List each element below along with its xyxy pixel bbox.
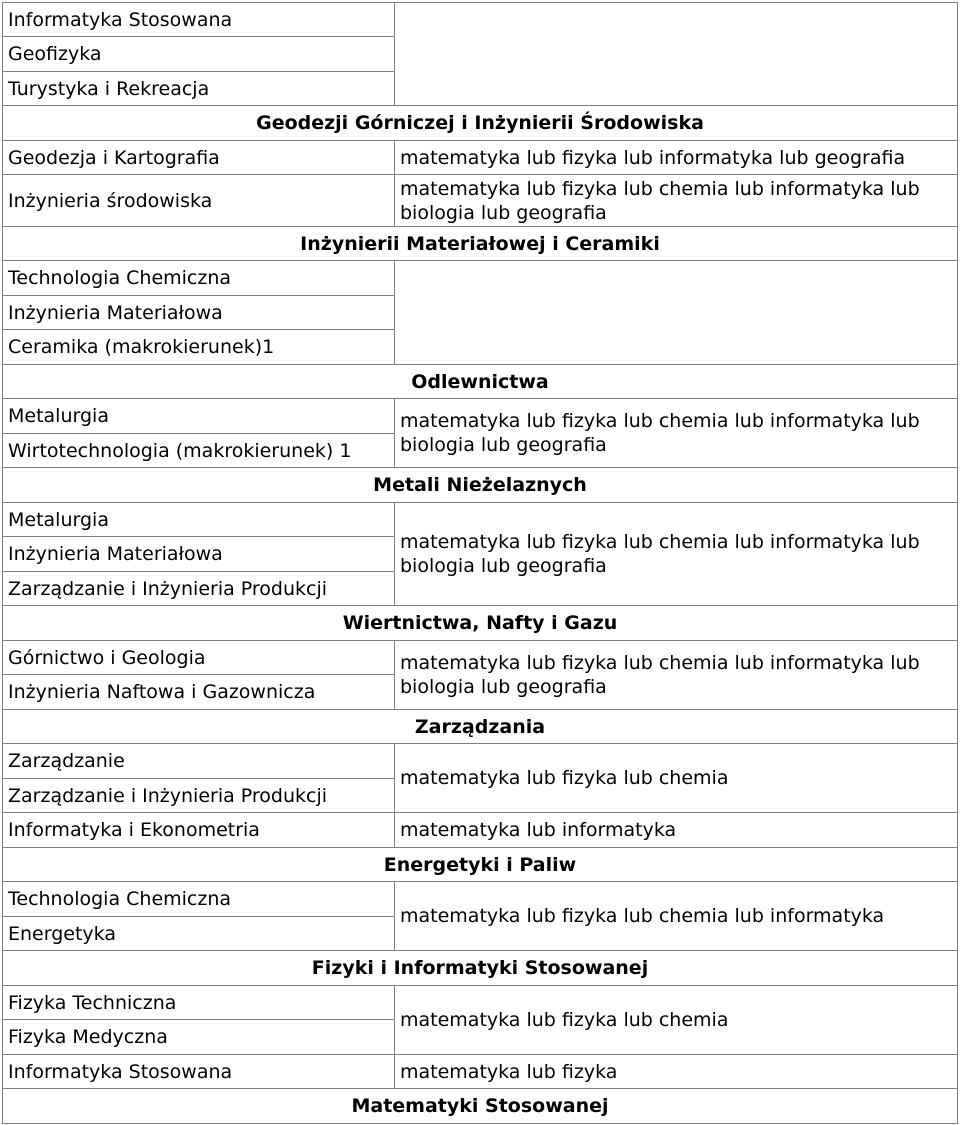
field-of-study-cell: Turystyka i Rekreacja [3,72,395,106]
field-of-study-cell: Fizyka Techniczna [3,986,395,1020]
required-subjects-cell: matematyka lub fizyka lub chemia lub informatyka [395,882,958,951]
faculty-header-row [3,951,958,986]
admission-subjects-table [2,2,958,1124]
table-row [3,1055,958,1089]
table-row [3,986,958,1020]
faculty-header-row [3,106,958,141]
field-of-study-cell: Informatyka Stosowana [3,1055,395,1089]
field-of-study-cell: Technologia Chemiczna [3,261,395,296]
field-of-study-cell: Metalurgia [3,503,395,537]
table-row [3,399,958,434]
faculty-header-row [3,848,958,882]
faculty-header-row [3,1089,958,1124]
faculty-header: Zarządzania [3,710,958,744]
table-row [3,261,958,296]
required-subjects-cell: matematyka lub fizyka lub chemia [395,986,958,1055]
required-subjects-cell: matematyka lub fizyka lub chemia [395,744,958,813]
field-of-study-cell: Ceramika (makrokierunek)1 [3,330,395,365]
required-subjects-cell [395,3,958,106]
required-subjects-cell: matematyka lub fizyka lub informatyka lub geografia [395,141,958,175]
field-of-study-cell: Energetyka [3,917,395,951]
field-of-study-cell: Górnictwo i Geologia [3,641,395,675]
field-of-study-cell: Wirtotechnologia (makrokierunek) 1 [3,434,395,468]
required-subjects-cell: matematyka lub fizyka [395,1055,958,1089]
required-subjects-cell: matematyka lub fizyka lub chemia lub informatyka lub biologia lub geografia [395,399,958,468]
field-of-study-cell: Geodezja i Kartografia [3,141,395,175]
field-of-study-cell: Zarządzanie [3,744,395,779]
field-of-study-cell: Inżynieria Materiałowa [3,296,395,330]
table-body [3,3,958,1124]
required-subjects-cell: matematyka lub informatyka [395,813,958,848]
required-subjects-cell: matematyka lub fizyka lub chemia lub informatyka lub biologia lub geografia [395,175,958,227]
required-subjects-cell: matematyka lub fizyka lub chemia lub informatyka lub biologia lub geografia [395,641,958,710]
table-row [3,813,958,848]
table-row [3,503,958,537]
table-row [3,882,958,917]
field-of-study-cell: Fizyka Medyczna [3,1020,395,1055]
field-of-study-cell: Inżynieria środowiska [3,175,395,227]
faculty-header: Metali Nieżelaznych [3,468,958,503]
field-of-study-cell: Inżynieria Naftowa i Gazownicza [3,675,395,710]
required-subjects-cell [395,261,958,365]
field-of-study-cell: Zarządzanie i Inżynieria Produkcji [3,779,395,813]
faculty-header: Inżynierii Materiałowej i Ceramiki [3,227,958,261]
field-of-study-cell: Geofizyka [3,37,395,72]
faculty-header: Geodezji Górniczej i Inżynierii Środowiska [3,106,958,141]
table-row [3,141,958,175]
table-row [3,744,958,779]
table-row [3,175,958,227]
field-of-study-cell: Informatyka i Ekonometria [3,813,395,848]
faculty-header-row [3,606,958,641]
field-of-study-cell: Zarządzanie i Inżynieria Produkcji [3,572,395,606]
table-row [3,641,958,675]
faculty-header-row [3,468,958,503]
faculty-header-row [3,365,958,399]
faculty-header-row [3,710,958,744]
field-of-study-cell: Metalurgia [3,399,395,434]
required-subjects-cell: matematyka lub fizyka lub chemia lub informatyka lub biologia lub geografia [395,503,958,606]
faculty-header: Energetyki i Paliw [3,848,958,882]
faculty-header-row [3,227,958,261]
field-of-study-cell: Technologia Chemiczna [3,882,395,917]
field-of-study-cell: Inżynieria Materiałowa [3,537,395,572]
faculty-header: Matematyki Stosowanej [3,1089,958,1124]
faculty-header: Wiertnictwa, Nafty i Gazu [3,606,958,641]
faculty-header: Fizyki i Informatyki Stosowanej [3,951,958,986]
faculty-header: Odlewnictwa [3,365,958,399]
table-row [3,3,958,37]
field-of-study-cell: Informatyka Stosowana [3,3,395,37]
